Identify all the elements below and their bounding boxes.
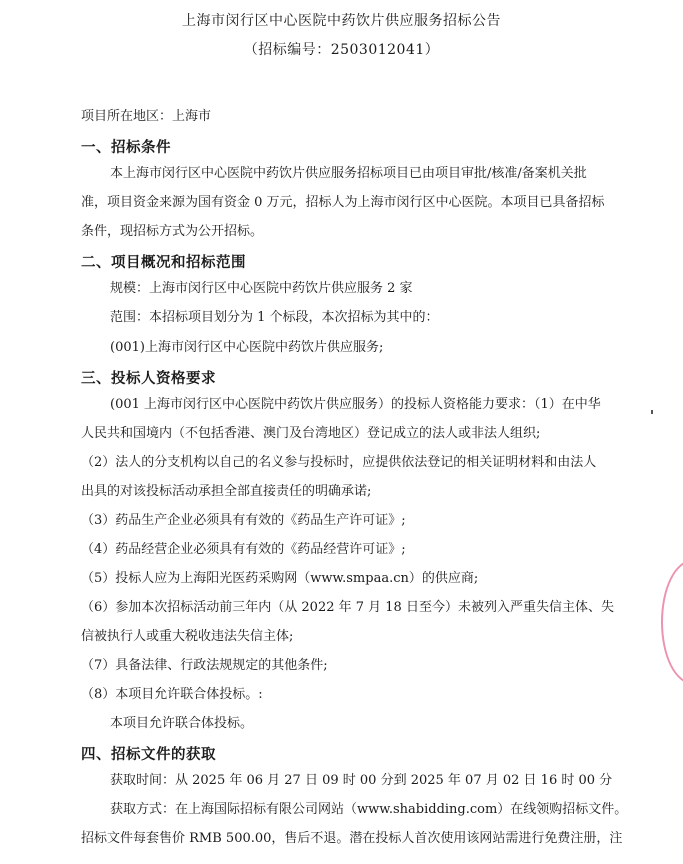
paragraph-line: 本项目允许联合体投标。	[110, 716, 254, 731]
paragraph-line: 获取时间：从 2025 年 06 月 27 日 09 时 00 分到 2025 年 07 月 02 日 16 时 00 分	[110, 773, 613, 788]
paragraph-line: （3）药品生产企业必须具有有效的《药品生产许可证》;	[81, 513, 406, 528]
paragraph-line: 本上海市闵行区中心医院中药饮片供应服务招标项目已由项目审批/核准/备案机关批	[110, 166, 587, 181]
paragraph-line: (001 上海市闵行区中心医院中药饮片供应服务）的投标人资格能力要求：（1）在中华	[110, 397, 601, 412]
paragraph-line: 范围：本招标项目划分为 1 个标段，本次招标为其中的：	[110, 310, 439, 325]
paragraph-line: 人民共和国境内（不包括香港、澳门及台湾地区）登记成立的法人或非法人组织;	[81, 426, 541, 441]
paragraph-line: （7）具备法律、行政法规规定的其他条件;	[81, 658, 328, 673]
paragraph-line: (001)上海市闵行区中心医院中药饮片供应服务;	[110, 340, 384, 355]
paragraph-line: 出具的对该投标活动承担全部直接责任的明确承诺;	[81, 484, 372, 499]
paragraph-line: 条件，现招标方式为公开招标。	[81, 224, 264, 239]
section-heading-tender-documents: 四、招标文件的获取	[81, 747, 216, 763]
paragraph-line: 准，项目资金来源为国有资金 0 万元，招标人为上海市闵行区中心医院。本项目已具备招标	[81, 195, 605, 210]
section-heading-bidder-qualifications: 三、投标人资格要求	[81, 371, 216, 387]
section-heading-project-overview: 二、项目概况和招标范围	[81, 255, 246, 271]
paragraph-line: 信被执行人或重大税收违法失信主体;	[81, 629, 294, 644]
section-heading-tender-conditions: 一、招标条件	[81, 140, 171, 156]
paragraph-line: 招标文件每套售价 RMB 500.00，售后不退。潜在投标人首次使用该网站需进行免费注册，注	[81, 831, 623, 846]
scan-speck	[651, 410, 653, 414]
document-title: 上海市闵行区中心医院中药饮片供应服务招标公告	[182, 13, 501, 29]
paragraph-line: （2）法人的分支机构以自己的名义参与投标时，应提供依法登记的相关证明材料和由法人	[81, 455, 597, 470]
paragraph-line: （5）投标人应为上海阳光医药采购网（www.smpaa.cn）的供应商;	[81, 571, 479, 586]
project-region: 项目所在地区：上海市	[81, 109, 212, 124]
paragraph-line: 获取方式：在上海国际招标有限公司网站（www.shabidding.com）在线领购招标文件。	[110, 802, 628, 817]
document-tender-number: （招标编号：2503012041）	[243, 42, 440, 58]
seal-stamp-edge	[661, 560, 683, 684]
paragraph-line: （6）参加本次招标活动前三年内（从 2022 年 7 月 18 日至今）未被列入严重失信主体、失	[81, 600, 614, 615]
paragraph-line: （4）药品经营企业必须具有有效的《药品经营许可证》;	[81, 542, 406, 557]
paragraph-line: （8）本项目允许联合体投标。:	[81, 687, 263, 702]
paragraph-line: 规模：上海市闵行区中心医院中药饮片供应服务 2 家	[110, 281, 413, 296]
